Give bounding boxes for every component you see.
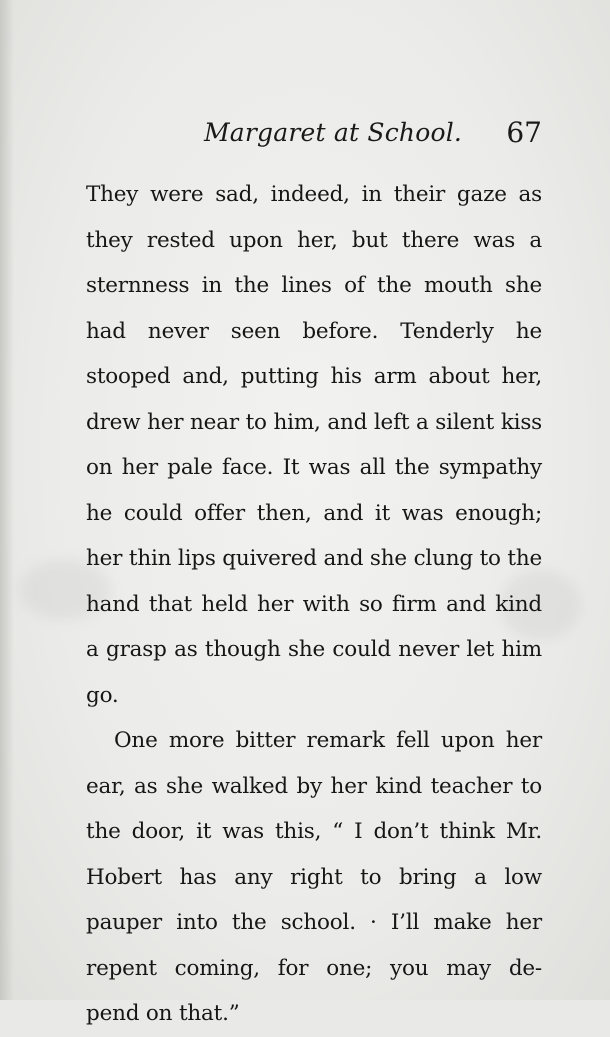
- paragraph-2: [86, 718, 542, 1037]
- text-line: One more bitter remark fell upon her: [114, 728, 542, 753]
- text-line: pend on that.”: [86, 1001, 240, 1026]
- text-line: he could offer then, and it was enough;: [86, 500, 542, 526]
- text-line: her thin lips quivered and she clung to the: [86, 546, 543, 571]
- text-line: hand that held her with so firm and kind: [86, 591, 542, 617]
- text-line: go.: [86, 682, 119, 708]
- text-line: they rested upon her, but there was a: [86, 227, 542, 253]
- text-line: drew her near to him, and left a silent kiss: [86, 409, 542, 435]
- text-line: a grasp as though she could never let him: [86, 637, 542, 662]
- text-line: stooped and, putting his arm about her,: [86, 364, 542, 389]
- text-line: repent coming, for one; you may de-: [86, 955, 542, 981]
- body-text: [86, 172, 542, 1037]
- text-line: had never seen before. Tenderly he: [86, 318, 542, 344]
- text-line: on her pale face. It was all the sympathy: [86, 455, 542, 480]
- page-header: [86, 112, 542, 152]
- text-line: ear, as she walked by her kind teacher to: [86, 773, 542, 799]
- text-line: pauper into the school. · I’ll make her: [86, 910, 542, 935]
- page-number: 67: [506, 116, 542, 149]
- text-line: sternness in the lines of the mouth she: [86, 273, 542, 298]
- running-title: Margaret at School.: [204, 118, 463, 147]
- paragraph-1: [86, 172, 542, 718]
- text-line: Hobert has any right to bring a low: [86, 864, 542, 890]
- text-line: the door, it was this, “ I don’t think Mr.: [86, 819, 542, 844]
- text-line: They were sad, indeed, in their gaze as: [86, 182, 542, 207]
